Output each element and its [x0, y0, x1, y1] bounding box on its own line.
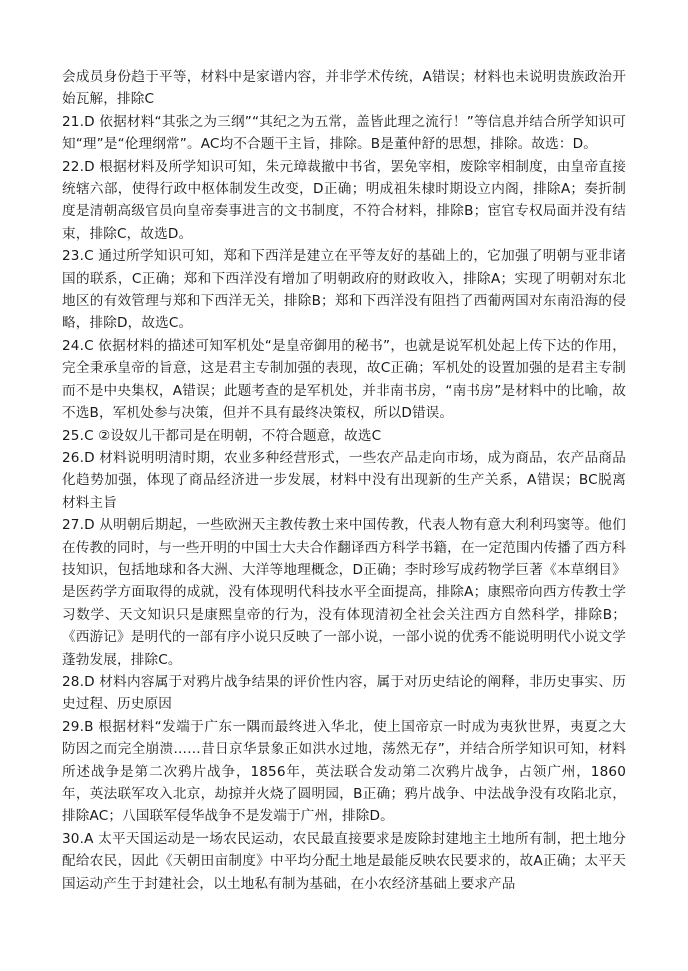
answer-26: 26.D 材料说明明清时期，农业多种经营形式，一些农产品走向市场，成为商品，农产品商品化趋势加强，体现了商品经济进一步发展，材料中没有出现新的生产关系，A错误；BC脱离材料主旨 — [62, 449, 626, 511]
answer-29: 29.B 根据材料“发端于广东一隅而最终进入华北，使上国帝京一时成为夷狄世界，夷夏之大防因之而完全崩溃……昔日京华景象正如洪水过地，荡然无存”，并结合所学知识可知，材料所述战争是第二次鸦片战争，1856年，英法联合发动第二次鸦片战争，占领广州，1860年，英法联军攻入北京，劫掠并火烧了圆明园，B正确；鸦片战争、中法战争没有攻陷北京，排除AC；八国联军侵华战争不是发端于广州，排除D。 — [62, 718, 626, 825]
answer-27: 27.D 从明朝后期起，一些欧洲天主教传教士来中国传教，代表人物有意大利利玛窦等。他们在传教的同时，与一些开明的中国士大夫合作翻译西方科学书籍，在一定范围内传播了西方科技知识，包括地球和各大洲、大洋等地理概念，D正确；李时珍写成药物学巨著《本草纲目》是医药学方面取得的成就，没有体现明代科技水平全面提高，排除A；康熙帝向西方传教士学习数学、天文知识只是康熙皇帝的行为，没有体现清初全社会关注西方自然科学，排除B；《西游记》是明代的一部有序小说只反映了一部小说，一部小说的优秀不能说明明代小说文学蓬勃发展，排除C。 — [62, 517, 626, 668]
answer-30: 30.A 太平天国运动是一场农民运动，农民最直接要求是废除封建地主土地所有制，把土地分配给农民，因此《天朝田亩制度》中平均分配土地是最能反映农民要求的，故A正确；太平天国运动产生于封建社会，以土地私有制为基础，在小农经济基础上要求产品 — [62, 830, 626, 892]
answer-23: 23.C 通过所学知识可知，郑和下西洋是建立在平等友好的基础上的，它加强了明朝与亚非诸国的联系，C正确；郑和下西洋没有增加了明朝政府的财政收入，排除A；实现了明朝对东北地区的有效管理与郑和下西洋无关，排除B；郑和下西洋没有阻挡了西葡两国对东南沿海的侵略，排除D，故选C。 — [62, 248, 626, 332]
answer-continuation: 会成员身份趋于平等，材料中是家谱内容，并非学术传统，A错误；材料也未说明贵族政治开始瓦解，排除C — [62, 69, 626, 108]
answer-28: 28.D 材料内容属于对鸦片战争结果的评价性内容，属于对历史结论的阐释，非历史事实、历史过程、历史原因 — [62, 673, 626, 713]
answer-22: 22.D 根据材料及所学知识可知，朱元璋裁撤中书省，罢免宰相，废除宰相制度，由皇帝直接统辖六部，使得行政中枢体制发生改变，D正确；明成祖朱棣时期设立内阁，排除A；奏折制度是清朝高级官员向皇帝奏事进言的文书制度，不符合材料，排除B；宦官专权局面并没有结束，排除C，故选D。 — [62, 158, 626, 242]
answer-21: 21.D 依据材料“其张之为三纲”“其纪之为五常，盖皆此理之流行！”等信息并结合所学知识可知“理”是“伦理纲常”。AC均不合题干主旨，排除。B是董仲舒的思想，排除。故选：D。 — [62, 113, 626, 153]
answer-25: 25.C ②设奴儿干都司是在明朝，不符合题意，故选C — [62, 427, 382, 444]
answer-24: 24.C 依据材料的描述可知军机处“是皇帝御用的秘书”，也就是说军机处起上传下达的作用，完全秉承皇帝的旨意，这是君主专制加强的表现，故C正确；军机处的设置加强的是君主专制而不是中央集权，A错误；此题考查的是军机处，并非南书房，“南书房”是材料中的比喻，故不选B，军机处参与决策，但并不具有最终决策权，所以D错误。 — [62, 337, 626, 422]
